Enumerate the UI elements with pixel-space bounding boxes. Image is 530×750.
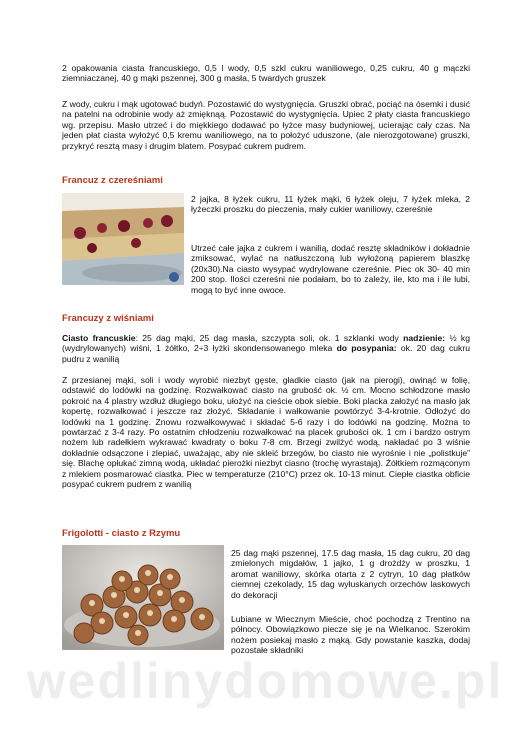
cookies-photo	[62, 545, 224, 650]
section2-method: Z przesianej mąki, soli i wody wyrobić niezbyt gęste, gładkie ciasto (jak na pierogi), owinąć w folię, odstawić do lodówki na godzinę. Rozwałkować ciasto na grubość ok. ½ cm. Mocno schłodzone masło pokroić na 4 plastry wzdłuż długiego boku, ułożyć na cieście obok siebie. Boki placka założyć na masło jak kopertę, rozwałkować i jeszcze raz złożyć. Składanie i wałkowanie powtórzyć 3-4-krotnie. Odłożyć do lodówki na 1 godzinę. Znowu rozwałkowywać i składać 5-6 razy i do lodówki na godzinę. Można to powtarzać z 3-4 razy. Po ostatnim chłodzeniu rozwałkować na placek grubości ok. 1 cm i bardzo ostrym nożem lub radełkiem wykrawać kwadraty o boku 7-8 cm. Brzegi zwilżyć wodą, nakładać po 3 wiśnie dokładnie odsączone i zlepiać, uważając, aby nie skleić brzegów, bo ciasto nie wyrośnie i nie „polistkuje” się. Blachę opłukać zimną wodą, układać pierożki niezbyt ciasno (trochę wyrastają). Żółtkiem rozmąconym z mlekiem posmarować ciastka. Piec w temperaturze (210°C) przez ok. 10-13 minut. Ciepłe ciastka obficie posypać cukrem pudrem z wanilią	[62, 375, 470, 490]
label-filling: nadzienie:	[403, 333, 446, 343]
section1-method-part	[191, 243, 470, 295]
section1-method: Utrzeć całe jajka z cukrem i wanilią, dodać resztę składników i dokładnie zmiksować, wylać na natłuszczoną lub wyłożoną papierem blaszkę (20x30).Na ciasto wysypać wydrylowane czereśnie. Piec ok 30- 40 min 200 stop. Ilości czereśni nie podałam, bo to zależy, ile, kto ma i ile lubi, mogą to być inne owoce.	[191, 243, 470, 295]
intro-ingredients: 2 opakowania ciasta francuskiego, 0,5 l wody, 0,5 szkl cukru waniliowego, 0,25 cukru, 40 g mączki ziemniaczanej, 40 g mąki pszennej, 300 g masła, 5 twardych gruszek	[62, 63, 470, 84]
section-title-frigolotti: Frigolotti - ciasto z Rzymu	[62, 528, 181, 539]
filling-ingredients: ½ kg (wydrylowanych) wiśni, 1 żółtko, 2÷3 łyżki skondensowanego mleka	[62, 333, 470, 354]
section2-ingredients	[62, 333, 470, 364]
section1-ingredients: 2 jajka, 8 łyżek cukru, 11 łyżek mąki, 6 łyżek oleju, 7 łyżek mleka, 2 łyżeczki proszku do pieczenia, mały cukier waniliowy, czereśnie	[191, 194, 470, 215]
section-title-francuz-czeresnie: Francuz z czereśniami	[62, 175, 163, 186]
section3-method: Lubiane w Wiecznym Mieście, choć pochodzą z Trentino na północy. Obowiązkowo piecze się je na Wielkanoc. Szerokim nożem posiekaj masło z mąką. Gdy powstanie kaszka, dodaj pozostałe składniki	[231, 614, 470, 656]
cherry-cake-photo	[62, 193, 184, 285]
section-title-francuzy-wisnie: Francuzy z wiśniami	[62, 313, 154, 324]
label-dough: Ciasto francuskie	[62, 333, 136, 343]
topping-ingredients: ok. 20 dag cukru pudru z wanilią	[62, 343, 470, 364]
dough-ingredients: : 25 dag mąki, 25 dag masła, szczypta soli, ok. 1 szklanki wody	[135, 333, 399, 343]
site-watermark: wedlinydomowe.pl	[26, 653, 504, 709]
label-topping: do posypania:	[336, 343, 397, 354]
section3-ingredients: 25 dag mąki pszennej, 17.5 dag masła, 15 dag cukru, 20 dag zmielonych migdałów, 1 jajko, 1 g drożdży w proszku, 1 aromat waniliowy, skórka otarta z 2 cytryn, 10 dag płatków ciemnej czekolady, 15 dag wyłuskanych orzechów laskowych do dekoracji	[231, 548, 470, 600]
intro-method: Z wody, cukru i mąk ugotować budyń. Pozostawić do wystygnięcia. Gruszki obrać, pociąć na ósemki i dusić na patelni na odrobinie wody aż zmięknąą. Pozostawić do wystygnięcia. Upiec 2 płaty ciasta francuskiego wg. przepisu. Masło utrzeć i do miękkiego dodawać po łyżce masy budyniowej, ucierając cały czas. Na jeden płat ciasta wyłożyć 0,5 kremu waniliowego, na to położyć uduszone, (ale nierozgotowane) gruszki, przykryć resztą masy i drugim blatem. Posypać cukrem pudrem.	[62, 99, 470, 151]
